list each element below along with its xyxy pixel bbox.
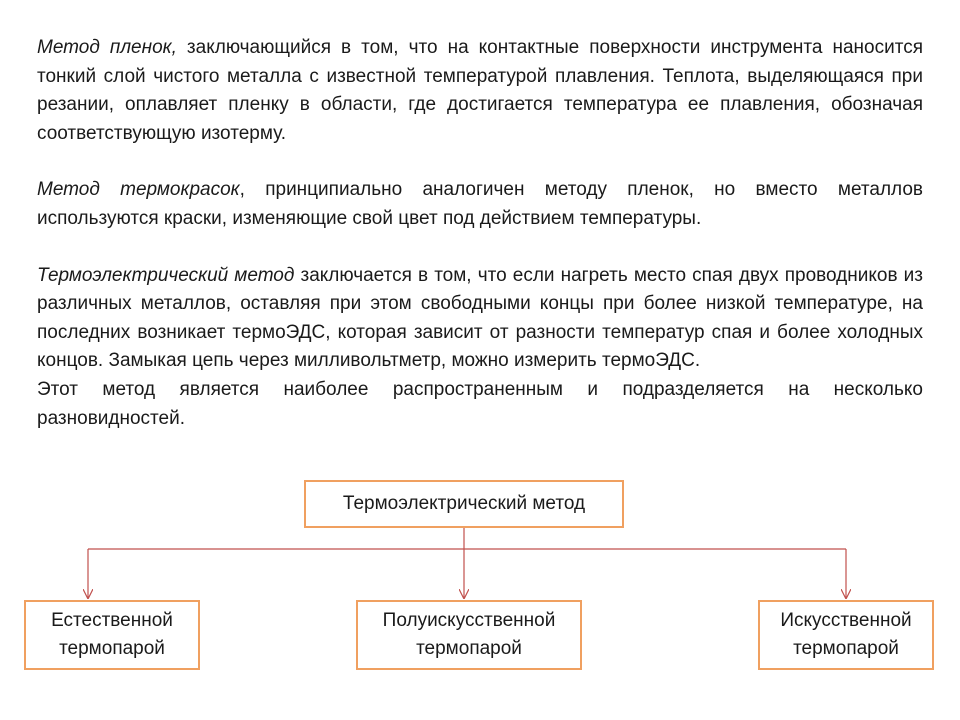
diagram-child-semi-artificial — [356, 600, 582, 670]
paragraph-lead: Метод пленок, — [37, 37, 177, 58]
diagram-child-label-line2: термопарой — [416, 638, 522, 659]
diagram-child-label-line2: термопарой — [793, 638, 899, 659]
paragraph-body: заключается в том, что если нагреть место спая двух проводников из различных металлов, оставляя при этом свободными концы при более низкой температуре, на последних возникает термоЭДС, которая зависит от разности температур спая и более холодных концов. Замыкая цепь через милливольтметр, можно измерить термоЭДС. — [37, 264, 923, 372]
diagram-root-label: Термоэлектрический метод — [342, 493, 586, 514]
paragraph-body: заключающийся в том, что на контактные поверхности инструмента наносится тонкий слой чистого металла с известной температурой плавления. Теплота, выделяющаяся при резании, оплавляет пленку в области, где достигается температура ее плавления, обозначая соответствующую изотерму. — [37, 37, 923, 144]
paragraph-body: Этот метод является наиболее распространенным и подразделяется на несколько разновидностей. — [37, 378, 923, 429]
diagram-child-label-line2: термопарой — [59, 638, 165, 659]
diagram-child-natural — [24, 600, 200, 670]
paragraph-lead: Метод термокрасок — [37, 179, 240, 201]
paragraph-lead: Термоэлектрический метод — [37, 264, 295, 286]
diagram-child-label-line1: Полуискусственной — [382, 610, 556, 631]
diagram-child-label-line1: Искусственной — [780, 610, 912, 631]
diagram-child-label-line1: Естественной — [51, 610, 173, 631]
diagram-child-artificial — [758, 600, 934, 670]
paragraph-body: , принципиально аналогичен методу пленок, но вместо металлов используются краски, изменяющие свой цвет под действием температуры. — [37, 179, 923, 229]
diagram-root-box — [304, 480, 624, 528]
